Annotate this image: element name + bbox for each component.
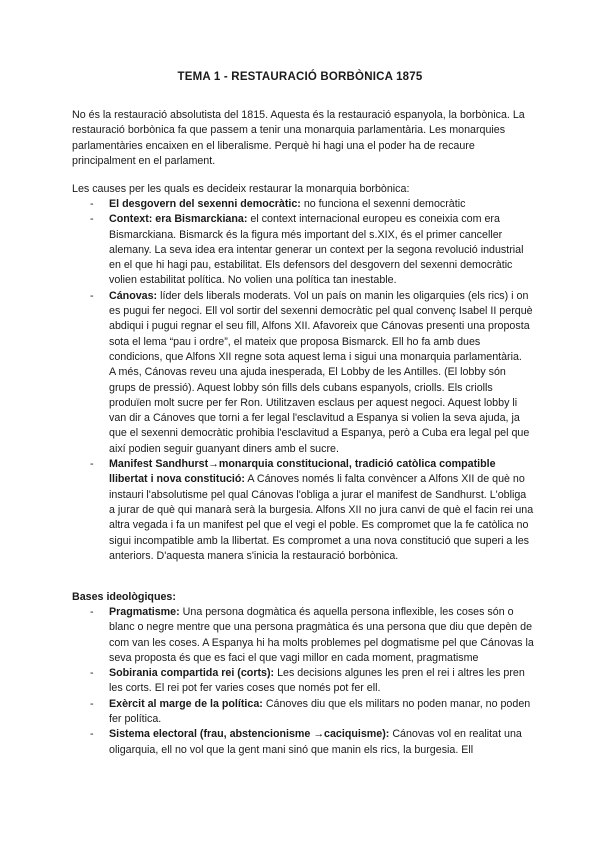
cause-term: Manifest Sandhurst→monarquia constitucional, tradició catòlica compatible llibertat i nova constitució: (109, 458, 496, 486)
list-item (72, 697, 534, 728)
intro-paragraph: No és la restauració absolutista del 1815. Aquesta és la restauració espanyola, la borbònica. La restauració borbònica fa que passem a tenir una monarquia parlamentària. Les monarquies parlamentàries encaixen en el liberalisme. Perquè hi hagi una el poder ha de recaure principalment en el parlament. (72, 109, 525, 167)
list-item (72, 666, 534, 697)
list-item (72, 457, 534, 564)
dash-bullet: - (90, 213, 94, 226)
bases-heading: Bases ideològiques: (72, 591, 176, 603)
base-text: Una persona dogmàtica és aquella persona inflexible, les coses són o blanc o negre mentre que una persona pragmàtica és una persona que diu que depèn de com van les coses. A Espanya hi ha molts problemes pel dogmatisme pel que Cánovas la seva proposta és que es faci el que vagi millor en cada moment, pragmatisme (109, 606, 534, 664)
cause-text: A Cánoves només li falta convèncer a Alfons XII de què no instauri l'absolutisme pel qual Cánovas l'obliga a jurar el manifest de Sandhurst. L'obliga a jurar de què qui manarà serà la burgesia. Alfons XII no jura canvi de què el facin rei una altra vegada i fa un manifest pel que el vegi el poble. Es compromet que la fe catòlica no sigui incompatible amb la llibertat. Es compromet a una nova constitució que superi a les anteriors. D'aquesta manera s'inicia la restauració borbònica. (109, 473, 534, 562)
dash-bullet: - (90, 606, 94, 618)
base-term: Exèrcit al marge de la política: (109, 697, 263, 710)
page-title: TEMA 1 - RESTAURACIÓ BORBÒNICA 1875 (177, 71, 423, 83)
base-term: Sobirania compartida rei (corts): (109, 667, 275, 680)
bases-list (72, 605, 534, 758)
dash-bullet: - (90, 697, 94, 710)
causes-lead-paragraph: Les causes per les quals es decideix restaurar la monarquia borbònica: (72, 183, 410, 195)
cause-text: líder dels liberals moderats. Vol un país on manin les oligarquies (els rics) i on es pugui fer negoci. Ell vol sortir del sexenni democràtic pel qual convenç Isabel II perquè abdiqui i pugui regnar el seu fill, Alfons XII. Afavoreix que Cánovas presenti una proposta sota el lema “pau i ordre”, el mateix que proposa Bismarck. Ell ho fa amb dues condicions, que Alfons XII regne sota aquest lema i sigui una monarquia parlamentària. (109, 289, 533, 363)
base-term: Sistema electoral (frau, abstencionisme →caciquisme): (109, 728, 390, 741)
dash-bullet: - (90, 728, 94, 741)
cause-term: El desgovern del sexenni democràtic: (109, 198, 301, 210)
base-text: Cánoves diu que els militars no poden manar, no poden fer política. (109, 697, 531, 726)
list-item (72, 289, 534, 457)
cause-text: el context internacional europeu es coneixia com era Bismarckiana. Bismarck és la figura més important del s.XIX, és el primer canceller alemany. La seva idea era intentar generar un context per la segona revolució industrial en el que hi hagi pau, estabilitat. Els defensors del desgovern del sexenni democràtic volien estabilitat política. No volien una política tan inestable. (109, 213, 524, 287)
cause-text: no funciona el sexenni democràtic (300, 198, 466, 210)
cause-term: Cánovas: (109, 289, 158, 302)
list-item (72, 212, 534, 288)
list-item (72, 605, 534, 666)
dash-bullet: - (90, 667, 94, 680)
dash-bullet: - (90, 289, 94, 302)
cause-term: Context: era Bismarckiana: (109, 213, 248, 226)
base-text: Cánovas vol en realitat una oligarquia, ell no vol que la gent mani sinó que manin els rics, la burgesia. Ell (109, 728, 522, 756)
list-item (72, 197, 534, 212)
dash-bullet: - (90, 198, 94, 210)
dash-bullet: - (90, 458, 94, 471)
list-item (72, 727, 534, 758)
base-term: Pragmatisme: (109, 606, 180, 618)
causes-list (72, 197, 534, 564)
base-text: Les decisions algunes les pren el rei i altres les pren les corts. El rei pot fer varies coses que només pot fer ell. (109, 667, 525, 695)
cause-continuation: A més, Cánovas reveu una ajuda inesperada, El Lobby de les Antilles. (El lobby són grups de pressió). Aquest lobby són fills dels cubans espanyols, criolls. Els criolls produïen molt sucre per fer Ron. Utilitzaven esclaus per aquest negoci. Aquest lobby li van dir a Cánoves que torni a fer legal l'esclavitud a Espanya si volien la seva ajuda, ja que el sexenni democràtic prohibia l'esclavitud a Espanya, però a Cuba era legal pel que així podien seguir guanyant diners amb el sucre. (109, 366, 530, 455)
